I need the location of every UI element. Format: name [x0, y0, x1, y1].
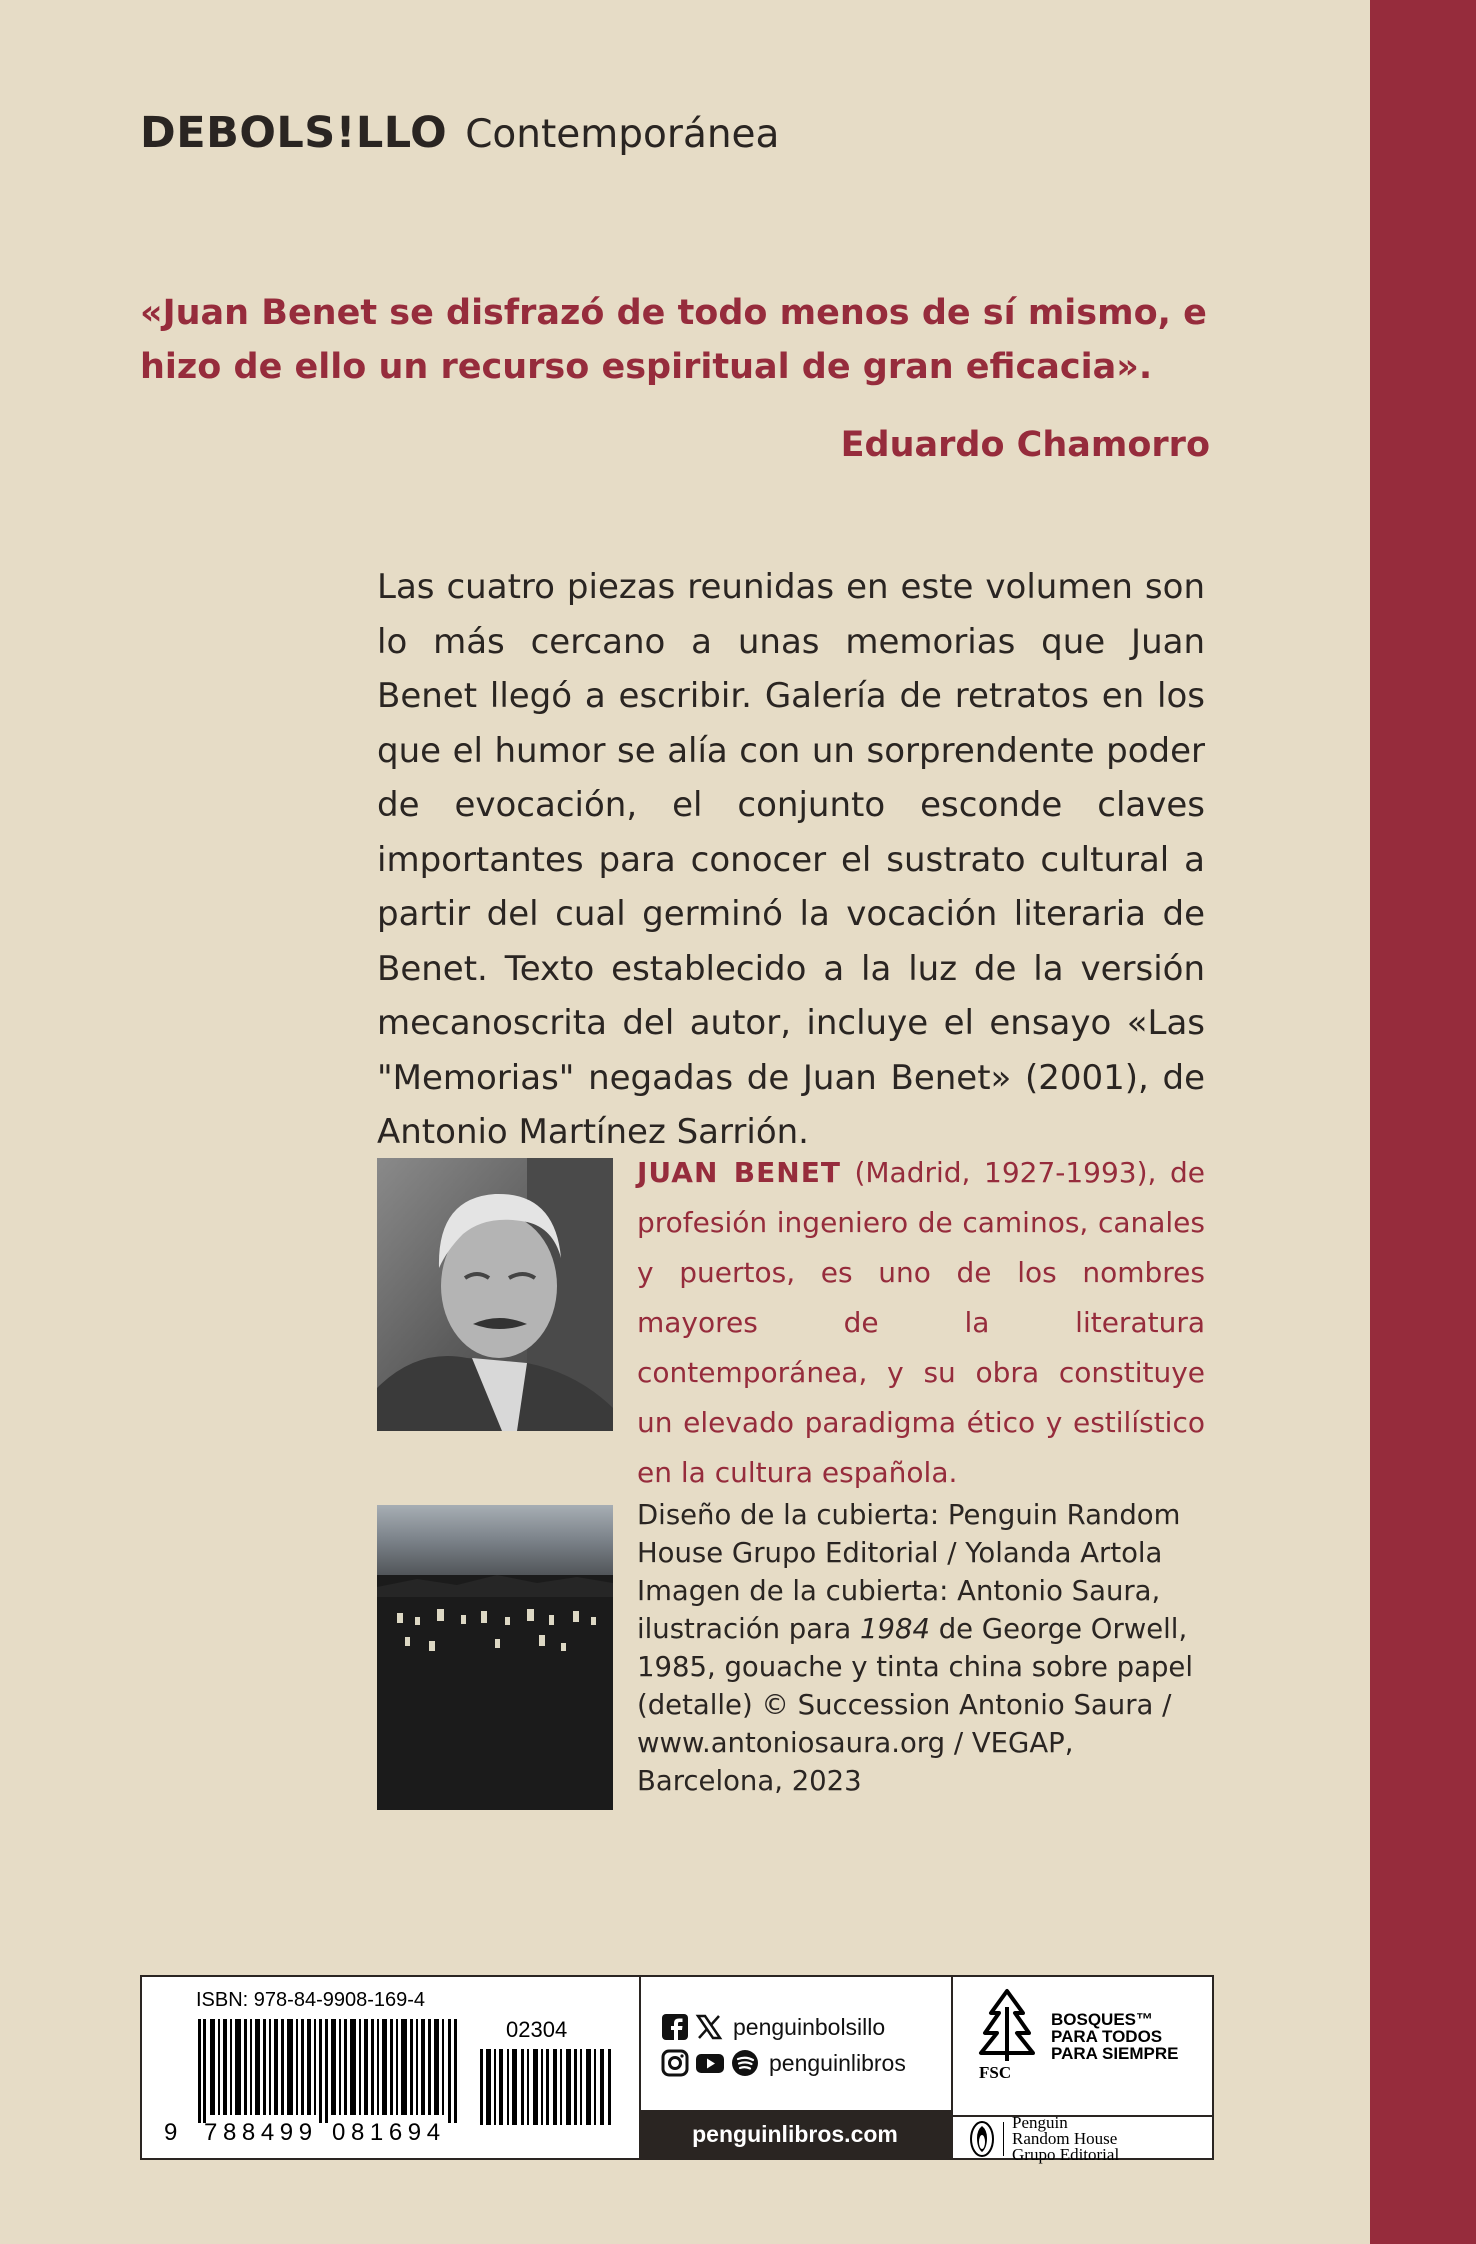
certification-block — [951, 1977, 1214, 2164]
author-photo — [377, 1158, 613, 1431]
fsc-slogan-line1: BOSQUES™ — [1051, 2010, 1154, 2029]
barcode-supplement-code: 02304 — [506, 2017, 568, 2042]
spotify-icon — [731, 2049, 759, 2077]
author-bio — [637, 1148, 1205, 1498]
social-handle-bolsillo[interactable]: penguinbolsillo — [733, 2013, 886, 2040]
blurb-author: Eduardo Chamorro — [840, 425, 1210, 465]
author-name: JUAN BENET — [637, 1156, 841, 1189]
publisher-name — [1012, 2112, 1120, 2164]
author-bio-text: (Madrid, 1927-1993), de profesión ingeniero de caminos, canales y puertos, es uno de los nombres mayores de la literatura contemporánea, y su obra constituye un elevado paradigma ético y estilístico en la cultura española. — [637, 1156, 1205, 1489]
credits-design-line2: House Grupo Editorial / Yolanda Artola — [637, 1537, 1163, 1569]
collection-name: Contemporánea — [465, 112, 780, 157]
fsc-logo-area — [951, 1977, 1214, 2115]
social-row-bolsillo — [661, 2013, 885, 2041]
publisher-line2: Random House — [1012, 2128, 1118, 2148]
credits-book-title: 1984 — [859, 1613, 930, 1645]
instagram-icon — [661, 2049, 689, 2077]
cover-credits — [637, 1496, 1237, 1800]
social-block — [639, 1977, 953, 2158]
credits-image-line1: Imagen de la cubierta: Antonio Saura, — [637, 1575, 1161, 1607]
credits-image-line3: 1985, gouache y tinta china sobre papel — [637, 1651, 1193, 1683]
x-icon — [695, 2013, 723, 2041]
credits-design-line1: Diseño de la cubierta: Penguin Random — [637, 1499, 1181, 1531]
cover-image-thumbnail — [377, 1505, 613, 1810]
imprint-header — [140, 108, 779, 168]
social-row-libros — [661, 2049, 906, 2077]
fsc-slogan — [1051, 2011, 1179, 2062]
blurb-quote: «Juan Benet se disfrazó de todo menos de sí mismo, e hizo de ello un recurso espiritual de gran eficacia». — [140, 293, 1207, 387]
fsc-slogan-line3: PARA SIEMPRE — [1051, 2044, 1179, 2063]
synopsis-text: Las cuatro piezas reunidas en este volumen son lo más cercano a unas memorias que Juan Benet llegó a escribir. Galería de retratos en los que el humor se alía con un sorprendente poder de evocación, el conjunto esconde claves importantes para conocer el sustrato cultural a partir del cual germinó la vocación literaria de Benet. Texto establecido a la luz de la versión mecanoscrita del autor, incluye el ensayo «Las "Memorias" negadas de Juan Benet» (2001), de Antonio Martínez Sarrión. — [377, 567, 1205, 1152]
barcode-supplement — [478, 2049, 618, 2125]
fsc-slogan-line2: PARA TODOS — [1051, 2027, 1163, 2046]
barcode-block — [142, 1977, 641, 2158]
isbn-number: ISBN: 978-84-9908-169-4 — [196, 1989, 426, 2011]
credits-image-line4: (detalle) © Succession Antonio Saura / — [637, 1689, 1172, 1721]
publisher-line3: Grupo Editorial — [1012, 2144, 1120, 2164]
facebook-icon — [661, 2013, 689, 2041]
publisher-logo: DEBOLS!LLO — [140, 108, 448, 158]
publisher-line1: Penguin — [1012, 2112, 1068, 2132]
fsc-tree-icon — [977, 1987, 1037, 2063]
credits-image-line6: Barcelona, 2023 — [637, 1765, 862, 1797]
ean-lead-digit: 9 — [164, 2119, 178, 2146]
social-handle-libros[interactable]: penguinlibros — [769, 2049, 906, 2076]
spine-band — [1370, 0, 1476, 2244]
credits-image-line5: www.antoniosaura.org / VEGAP, — [637, 1727, 1074, 1759]
barcode-main — [196, 2019, 462, 2123]
fsc-label: FSC — [979, 2063, 1012, 2082]
publisher-divider — [1003, 2122, 1004, 2156]
footer-panel — [140, 1975, 1214, 2164]
credits-image-line2-prefix: ilustración para — [637, 1613, 860, 1645]
ean-digits-left: 788499 — [204, 2119, 318, 2146]
credits-image-line2-suffix: de George Orwell, — [929, 1613, 1188, 1645]
youtube-icon — [695, 2049, 725, 2077]
ean-digits-right: 081694 — [332, 2119, 446, 2146]
penguin-icon — [969, 2120, 995, 2158]
publisher-logo-block — [951, 2112, 1214, 2164]
website-link[interactable]: penguinlibros.com — [639, 2110, 951, 2158]
